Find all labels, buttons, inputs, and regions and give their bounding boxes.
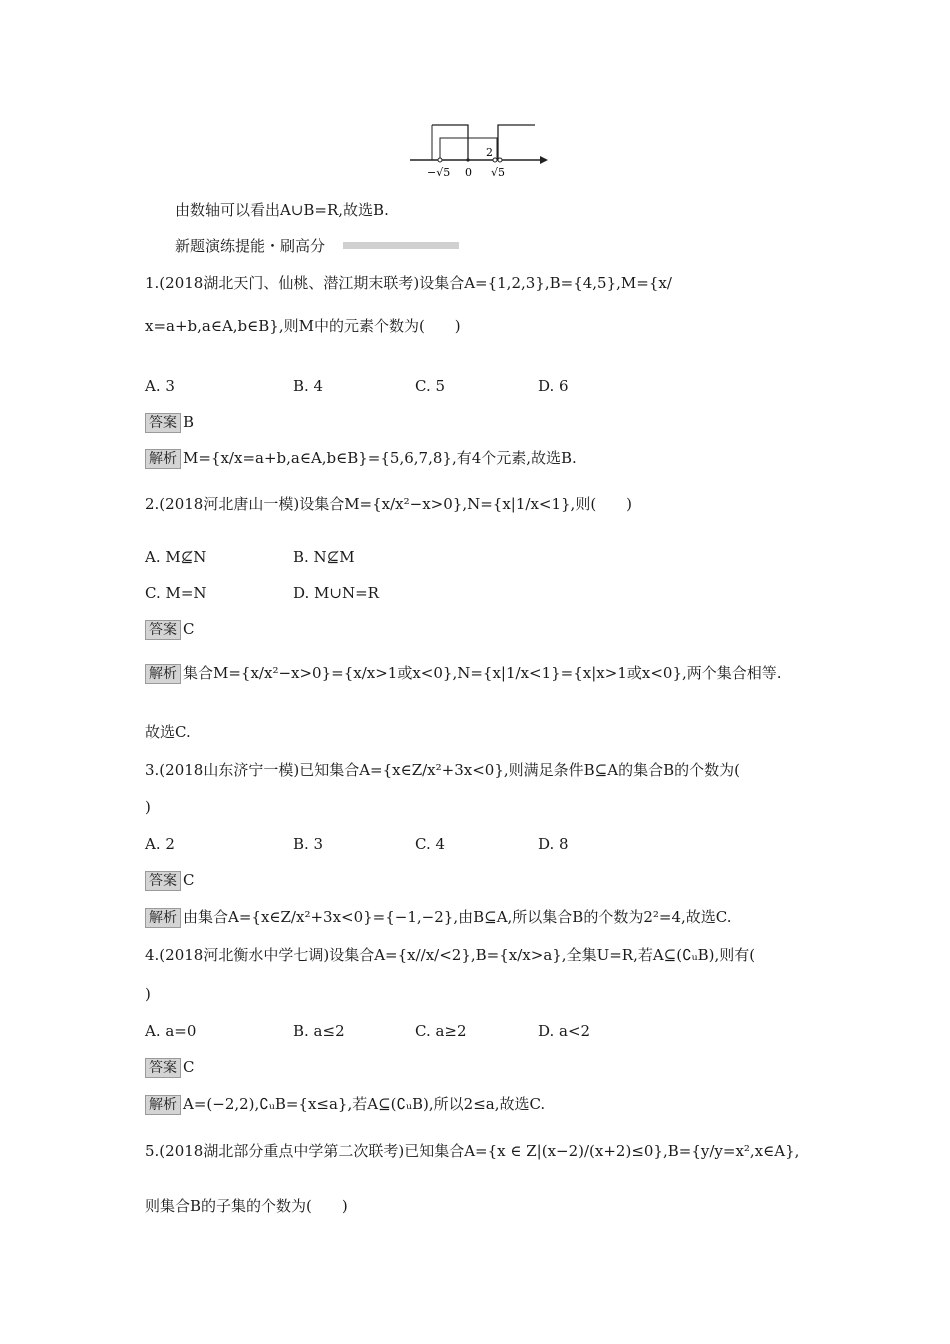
- q1-analysis: M={x/x=a+b,a∈A,b∈B}={5,6,7,8},有4个元素,故选B.: [183, 449, 577, 467]
- q1-option-b: B. 4: [293, 377, 324, 395]
- intro-text: 由数轴可以看出A∪B=R,故选B.: [175, 201, 389, 219]
- q2-analysis-row: [145, 663, 782, 684]
- q2-line1: 2.(2018河北唐山一模)设集合M={x/x²−x>0},N={x|1/x<1},则( ): [145, 495, 633, 513]
- label-zero: 0: [465, 166, 472, 179]
- q3-analysis: 由集合A={x∈Z/x²+3x<0}={−1,−2},由B⊆A,所以集合B的个数为2²=4,故选C.: [183, 908, 732, 926]
- analysis-tag: 解析: [145, 449, 181, 469]
- number-line-figure: [405, 118, 550, 180]
- point-sqrt5: [498, 158, 502, 162]
- set-b-bracket: [498, 125, 535, 160]
- section-bar: [343, 242, 459, 249]
- q1-option-c: C. 5: [415, 377, 446, 395]
- q1-line1: 1.(2018湖北天门、仙桃、潜江期末联考)设集合A={1,2,3},B={4,5},M={x/: [145, 274, 672, 292]
- q4-analysis-row: [145, 1094, 545, 1115]
- q4-option-a: A. a=0: [145, 1022, 197, 1040]
- section-title: 新题演练提能・刷高分: [175, 237, 326, 255]
- analysis-tag: 解析: [145, 1095, 181, 1115]
- q2-option-a: A. M⊈N: [145, 548, 207, 566]
- q3-analysis-row: [145, 907, 731, 928]
- answer-tag: 答案: [145, 1058, 181, 1078]
- q3-option-b: B. 3: [293, 835, 324, 853]
- label-neg-sqrt5: −√5: [427, 166, 451, 179]
- q4-answer: C: [183, 1058, 195, 1076]
- q3-answer-row: [145, 870, 194, 891]
- q4-answer-row: [145, 1057, 194, 1078]
- analysis-tag: 解析: [145, 664, 181, 684]
- q1-option-d: D. 6: [538, 377, 569, 395]
- point-neg-sqrt5: [438, 158, 442, 162]
- q3-option-a: A. 2: [145, 835, 175, 853]
- q4-option-b: B. a≤2: [293, 1022, 345, 1040]
- q1-answer: B: [183, 413, 195, 431]
- answer-tag: 答案: [145, 871, 181, 891]
- q4-option-c: C. a≥2: [415, 1022, 467, 1040]
- q2-answer: C: [183, 620, 195, 638]
- q1-line2: x=a+b,a∈A,b∈B},则M中的元素个数为( ): [145, 317, 461, 335]
- q2-answer-row: [145, 619, 194, 640]
- q2-analysis: 集合M={x/x²−x>0}={x/x>1或x<0},N={x|1/x<1}={x|x>1或x<0},两个集合相等.: [183, 664, 782, 682]
- point-two: [493, 158, 497, 162]
- set-a-bracket: [432, 125, 468, 160]
- analysis-tag: 解析: [145, 908, 181, 928]
- axis-arrow: [540, 156, 548, 164]
- q4-line2: ): [145, 985, 151, 1003]
- q3-option-d: D. 8: [538, 835, 569, 853]
- q3-line2: ): [145, 798, 151, 816]
- answer-tag: 答案: [145, 413, 181, 433]
- answer-tag: 答案: [145, 620, 181, 640]
- q1-answer-row: [145, 412, 194, 433]
- q4-analysis: A=(−2,2),∁ᵤB={x≤a},若A⊆(∁ᵤB),所以2≤a,故选C.: [183, 1095, 546, 1113]
- q3-option-c: C. 4: [415, 835, 446, 853]
- q1-analysis-row: [145, 448, 577, 469]
- q2-option-d: D. M∪N=R: [293, 584, 379, 602]
- q3-line1: 3.(2018山东济宁一模)已知集合A={x∈Z/x²+3x<0},则满足条件B⊆A的集合B的个数为(: [145, 761, 740, 779]
- q4-option-d: D. a<2: [538, 1022, 591, 1040]
- q4-line1: 4.(2018河北衡水中学七调)设集合A={x//x/<2},B={x/x>a},全集U=R,若A⊆(∁ᵤB),则有(: [145, 946, 756, 964]
- q2-option-c: C. M=N: [145, 584, 207, 602]
- label-two: 2: [486, 146, 493, 159]
- q2-option-b: B. N⊈M: [293, 548, 355, 566]
- q2-analysis-cont: 故选C.: [145, 723, 191, 741]
- label-sqrt5: √5: [491, 166, 506, 179]
- point-zero: [466, 158, 469, 161]
- q3-answer: C: [183, 871, 195, 889]
- q5-line1: 5.(2018湖北部分重点中学第二次联考)已知集合A={x ∈ Z|(x−2)/(x+2)≤0},B={y/y=x²,x∈A},: [145, 1142, 800, 1160]
- q1-option-a: A. 3: [145, 377, 175, 395]
- q5-line2: 则集合B的子集的个数为( ): [145, 1197, 348, 1215]
